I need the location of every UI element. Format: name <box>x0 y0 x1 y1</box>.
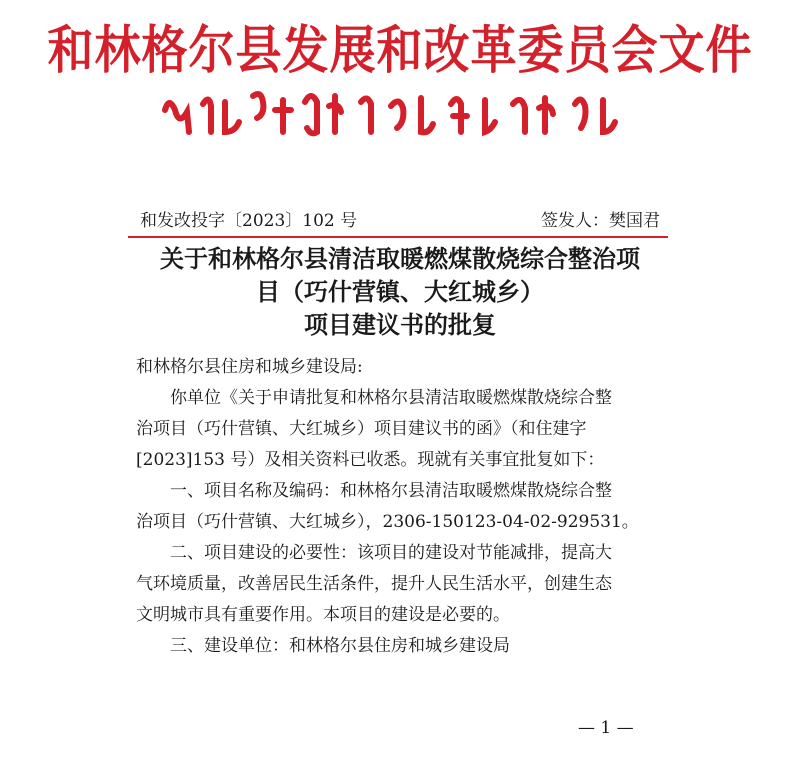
header-title: 和林格尔县发展和改革委员会文件 <box>47 19 753 81</box>
signer: 签发人：樊国君 <box>541 211 660 231</box>
red-separator-line <box>128 236 668 238</box>
document-number: 和发改投字〔2023〕102 号 <box>140 211 358 231</box>
title-line: 关于和林格尔县清洁取暖燃煤散烧综合整治项 <box>160 244 640 273</box>
paragraph-line: 三、建设单位：和林格尔县住房和城乡建设局 <box>170 636 510 656</box>
paragraph-line: 治项目（巧什营镇、大红城乡），2306-150123-04-02-929531。 <box>136 512 639 532</box>
paragraph-line: 治项目（巧什营镇、大红城乡）项目建议书的函》（和住建字 <box>136 419 587 439</box>
addressee: 和林格尔县住房和城乡建设局: <box>136 357 363 377</box>
title-line: 目（巧什营镇、大红城乡） <box>256 277 544 306</box>
mongolian-script-logo <box>155 82 635 140</box>
paragraph-line: 气环境质量，改善居民生活条件，提升人民生活水平，创建生态 <box>136 574 612 594</box>
title-line: 项目建议书的批复 <box>304 310 496 339</box>
paragraph-line: 你单位《关于申请批复和林格尔县清洁取暖燃煤散烧综合整 <box>170 388 612 408</box>
paragraph-line: 二、项目建设的必要性：该项目的建设对节能减排，提高大 <box>170 543 612 563</box>
document-body <box>136 352 676 662</box>
paragraph-line: 一、项目名称及编码：和林格尔县清洁取暖燃煤散烧综合整 <box>170 481 612 501</box>
paragraph-line: [2023]153 号）及相关资料已收悉。现就有关事宜批复如下： <box>136 450 605 470</box>
document-title <box>100 242 700 341</box>
paragraph-line: 文明城市具有重要作用。本项目的建设是必要的。 <box>136 605 510 625</box>
page-number: — 1 — <box>578 718 634 738</box>
